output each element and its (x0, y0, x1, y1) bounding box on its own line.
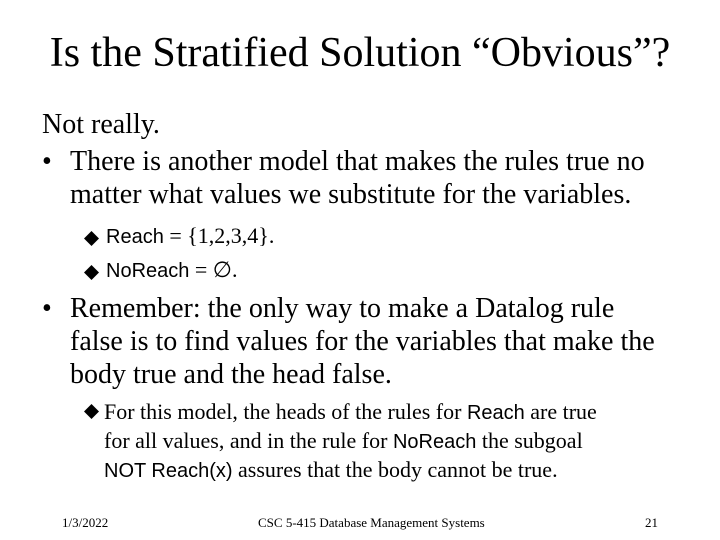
bullet-1-line-2: matter what values we substitute for the variables. (70, 179, 632, 210)
term-reach: Reach (106, 226, 164, 248)
bullet-1-line-1: There is another model that makes the rules true no (70, 146, 645, 177)
sub-3-line-3 (104, 456, 597, 485)
sub-3-line-2-b: the subgoal (476, 428, 583, 453)
bullet-2-text (70, 292, 655, 391)
term-noreach: NoReach (106, 260, 190, 282)
bullet-1-text (70, 145, 645, 211)
diamond-bullet-icon (84, 231, 99, 246)
term-reach: Reach (466, 402, 525, 424)
bullet-dot: • (42, 146, 52, 177)
sub-3-line-3-b: assures that the body cannot be true. (232, 457, 558, 482)
sub-3-line-1-a: For this model, the heads of the rules for (104, 399, 467, 424)
sub-3-line-1 (104, 398, 597, 427)
footer-date: 1/3/2022 (62, 515, 109, 530)
footer-page-number: 21 (645, 515, 658, 530)
slide-title: Is the Stratified Solution “Obvious”? (49, 30, 671, 76)
sub-item-model-text (104, 398, 597, 485)
reach-set: = {1,2,3,4}. (163, 223, 275, 248)
footer-course: CSC 5-415 Database Management Systems (258, 515, 485, 530)
noreach-set: = ∅. (189, 257, 238, 282)
bullet-2-line-3: body true and the head false. (70, 359, 392, 390)
sub-3-line-2-a: for all values, and in the rule for (104, 428, 393, 453)
diamond-bullet-icon (84, 404, 99, 419)
bullet-2-line-2: false is to find values for the variables that make the (70, 326, 655, 357)
sub-item-noreach-text (106, 256, 237, 285)
diamond-bullet-icon (84, 265, 99, 280)
term-noreach: NoReach (392, 431, 477, 453)
sub-3-line-1-b: are true (524, 399, 597, 424)
sub-3-line-2 (104, 427, 597, 456)
sub-item-reach-text (106, 222, 274, 251)
bullet-2-line-1: Remember: the only way to make a Datalog rule (70, 293, 615, 324)
term-not-reach-x: NOT Reach(x) (104, 460, 233, 482)
intro-text: Not really. (42, 109, 160, 140)
bullet-dot: • (42, 293, 52, 324)
